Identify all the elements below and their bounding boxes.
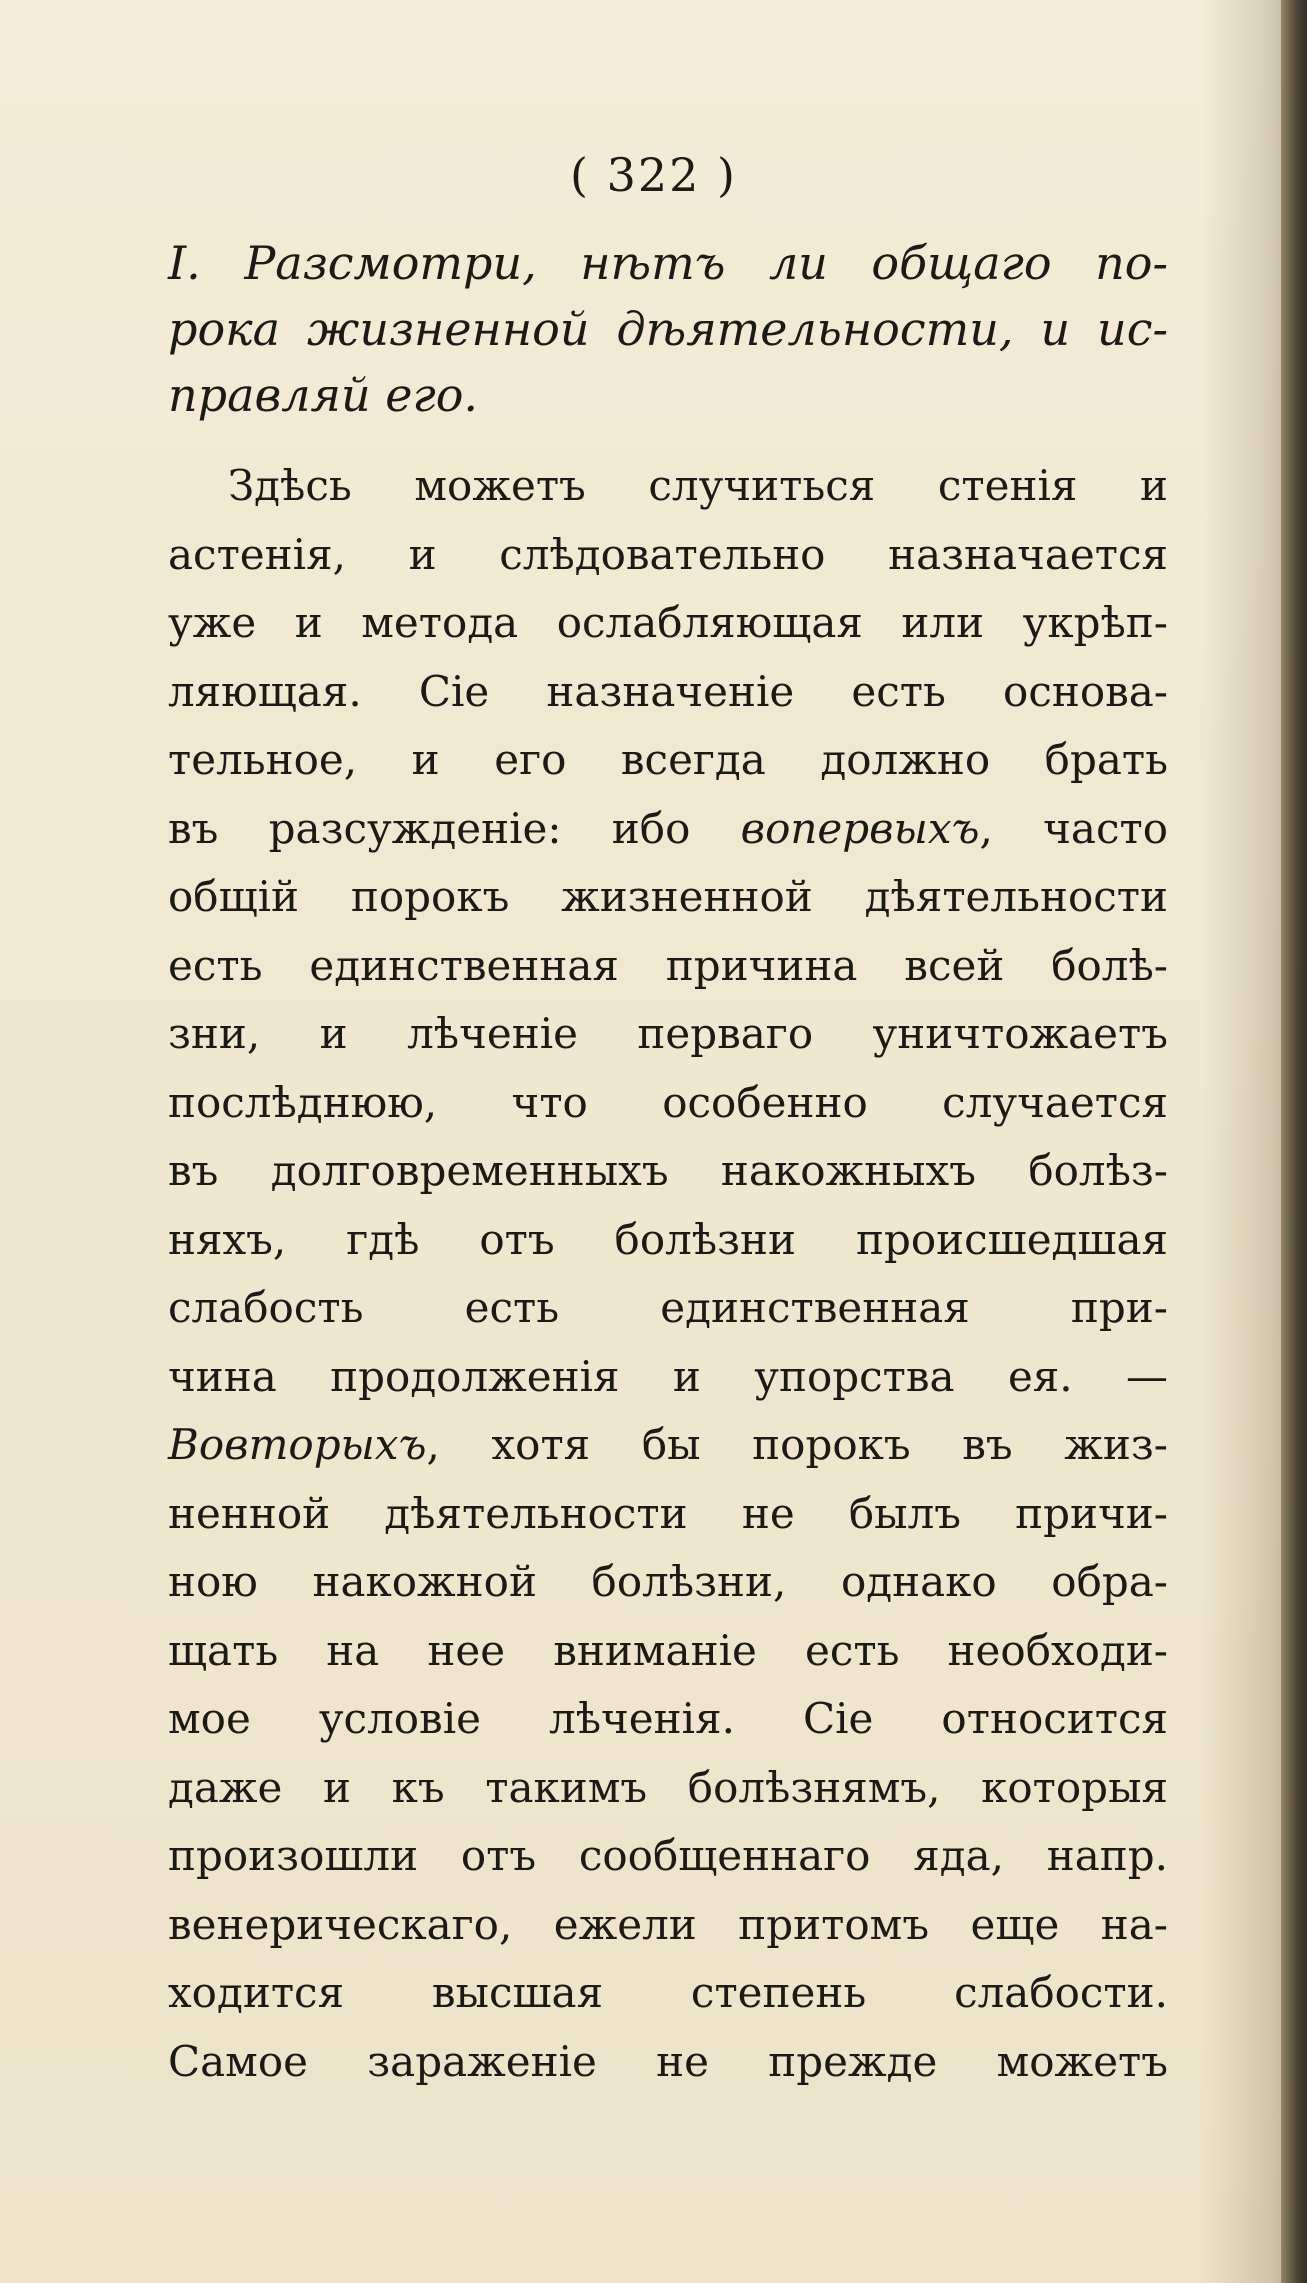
paragraph-line: чина продолженія и упорства ея. — xyxy=(168,1351,1168,1401)
paragraph-line: произошли отъ сообщеннаго яда, напр. xyxy=(168,1831,1168,1880)
section-heading-line: рока жизненной дѣятельности, и ис- xyxy=(168,302,1168,356)
page-body xyxy=(168,230,1168,2096)
paragraph xyxy=(168,452,1168,2096)
paragraph-line: щать на нее вниманіе есть необходи- xyxy=(168,1625,1168,1675)
paragraph-line: ненной дѣятельности не былъ причи- xyxy=(168,1488,1168,1538)
page-number: ( 322 ) xyxy=(570,148,737,202)
paragraph-line: венерическаго, ежели притомъ еще на- xyxy=(168,1899,1168,1949)
paragraph-line: няхъ, гдѣ отъ болѣзни происшедшая xyxy=(168,1214,1168,1264)
italic-word: вопервыхъ xyxy=(740,803,980,853)
page-spine-shadow xyxy=(1281,0,1307,2283)
section-heading xyxy=(168,230,1168,428)
paragraph-line: тельное, и его всегда должно брать xyxy=(168,735,1168,784)
paragraph-line: мое условіе лѣченія. Сіе относится xyxy=(168,1694,1168,1743)
paragraph-line: Самое зараженіе не прежде можетъ xyxy=(168,2036,1168,2086)
paragraph-line: въ долговременныхъ накожныхъ болѣз- xyxy=(168,1146,1168,1195)
paragraph-line-with-italic: Вовторыхъ, хотя бы порокъ въ жиз- xyxy=(168,1420,1168,1469)
paragraph-line: даже и къ такимъ болѣзнямъ, которыя xyxy=(168,1762,1168,1812)
paragraph-line: ляющая. Сіе назначеніе есть основа- xyxy=(168,666,1168,716)
italic-word: Вовторыхъ xyxy=(168,1420,427,1469)
paragraph-line: общій порокъ жизненной дѣятельности xyxy=(168,872,1168,921)
paragraph-line-with-italic: въ разсужденіе: ибо вопервыхъ, часто xyxy=(168,803,1168,853)
paragraph-line: зни, и лѣченіе перваго уничтожаетъ xyxy=(168,1009,1168,1058)
paragraph-line: ною накожной болѣзни, однако обра- xyxy=(168,1557,1168,1606)
paragraph-line: Здѣсь можетъ случиться стенія и xyxy=(228,461,1168,510)
section-heading-line: правляй его. xyxy=(168,368,479,422)
paragraph-line: послѣднюю, что особенно случается xyxy=(168,1077,1168,1127)
section-heading-line: I. Разсмотри, нѣтъ ли общаго по- xyxy=(168,236,1168,290)
paragraph-line: слабость есть единственная при- xyxy=(168,1283,1168,1332)
paragraph-line: ходится высшая степень слабости. xyxy=(168,1968,1168,2017)
paragraph-line: уже и метода ослабляющая или укрѣп- xyxy=(168,598,1168,647)
paragraph-line: есть единственная причина всей болѣ- xyxy=(168,940,1168,990)
paragraph-line: астенія, и слѣдовательно назначается xyxy=(168,529,1168,579)
